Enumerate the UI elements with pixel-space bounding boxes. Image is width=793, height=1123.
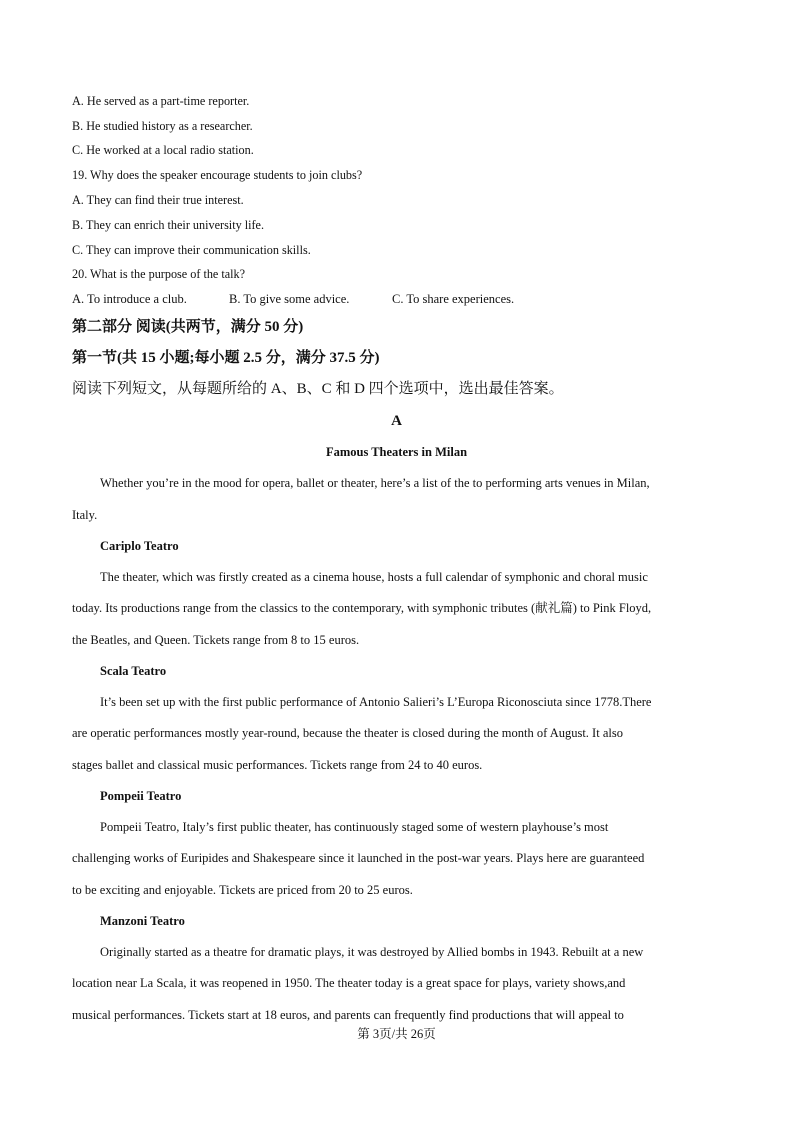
page-number: 第 3页/共 26页 <box>357 1027 436 1041</box>
part-two-title: 第二部分 阅读(共两节，满分 50 分) <box>72 319 304 335</box>
pompeii-line-2: challenging works of Euripides and Shakespeare since it launched in the post-war years. Plays here are guaranteed <box>72 851 645 865</box>
reading-instructions: 阅读下列短文，从每题所给的 A、B、C 和 D 四个选项中，选出最佳答案。 <box>72 381 564 397</box>
q20-option-a: A. To introduce a club. <box>72 292 187 306</box>
cariplo-line-1: The theater, which was firstly created as a cinema house, hosts a full calendar of symphonic and choral music <box>100 570 648 584</box>
scala-line-3: stages ballet and classical music performances. Tickets range from 24 to 40 euros. <box>72 758 483 772</box>
manzoni-line-3: musical performances. Tickets start at 18 euros, and parents can frequently find productions that will appeal to <box>72 1008 624 1022</box>
manzoni-line-2: location near La Scala, it was reopened in 1950. The theater today is a great space for plays, variety shows,and <box>72 976 626 990</box>
q18-option-c: C. He worked at a local radio station. <box>72 143 254 157</box>
q20-question: 20. What is the purpose of the talk? <box>72 267 246 281</box>
passage-title: Famous Theaters in Milan <box>325 445 468 459</box>
section-heading-cariplo: Cariplo Teatro <box>100 539 179 553</box>
q19-question: 19. Why does the speaker encourage students to join clubs? <box>72 168 363 182</box>
cariplo-line-2: today. Its productions range from the classics to the contemporary, with symphonic tributes (献礼篇) to Pink Floyd, <box>72 601 652 615</box>
q18-option-a: A. He served as a part-time reporter. <box>72 94 250 108</box>
q19-option-c: C. They can improve their communication skills. <box>72 243 311 257</box>
pompeii-line-3: to be exciting and enjoyable. Tickets are priced from 20 to 25 euros. <box>72 883 413 897</box>
q18-option-b: B. He studied history as a researcher. <box>72 119 253 133</box>
q20-option-c: C. To share experiences. <box>392 292 515 306</box>
intro-line-1: Whether you’re in the mood for opera, ballet or theater, here’s a list of the to performing arts venues in Milan, <box>100 476 650 490</box>
subsection-title: 第一节(共 15 小题;每小题 2.5 分，满分 37.5 分) <box>72 350 380 366</box>
section-heading-scala: Scala Teatro <box>100 664 167 678</box>
scala-line-2: are operatic performances mostly year-round, because the theater is closed during the month of August. It also <box>72 726 623 740</box>
passage-letter: A <box>391 413 402 429</box>
section-heading-pompeii: Pompeii Teatro <box>100 789 182 803</box>
pompeii-line-1: Pompeii Teatro, Italy’s first public theater, has continuously staged some of western playhouse’s most <box>100 820 609 834</box>
intro-line-2: Italy. <box>72 508 98 522</box>
q20-option-b: B. To give some advice. <box>229 292 350 306</box>
cariplo-line-3: the Beatles, and Queen. Tickets range from 8 to 15 euros. <box>72 633 360 647</box>
manzoni-line-1: Originally started as a theatre for dramatic plays, it was destroyed by Allied bombs in 1943. Rebuilt at a new <box>100 945 644 959</box>
section-heading-manzoni: Manzoni Teatro <box>100 914 185 928</box>
q19-option-a: A. They can find their true interest. <box>72 193 244 207</box>
scala-line-1: It’s been set up with the first public performance of Antonio Salieri’s L’Europa Riconosciuta since 1778.There <box>100 695 652 709</box>
q19-option-b: B. They can enrich their university life. <box>72 218 265 232</box>
